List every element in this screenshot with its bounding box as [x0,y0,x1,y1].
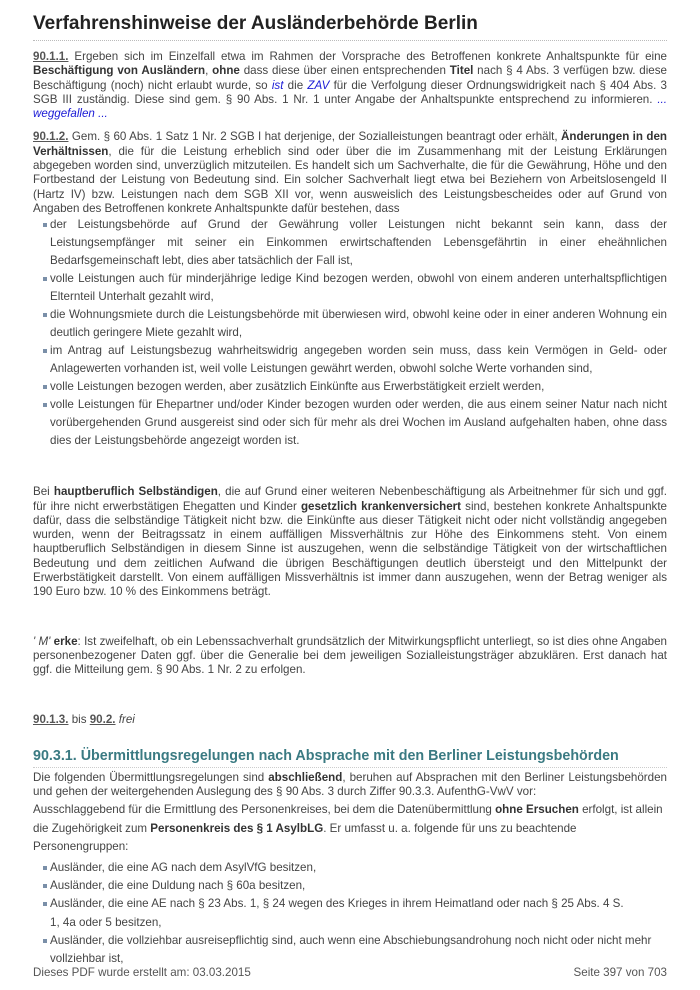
list-item: volle Leistungen für Ehepartner und/oder Kinder bezogen wurden oder werden, die aus einem seiner Natur nach nicht vorübergehenden Grund ausgereist sind oder sich für mehr als drei Wochen im Ausland aufgehalten haben, ohne dass dies der Leistungsbehörde angezeigt worden ist. [45,396,667,450]
paragraph-intro: Die folgenden Übermittlungsregelungen sind abschließend, beruhen auf Absprachen mit den Berliner Leistungsbehörden und gehen der weitergehenden Auslegung des § 90 Abs. 3 durch Ziffer 90.3.3. AufenthG-VwV vor: [33,770,667,799]
list-item: die Wohnungsmiete durch die Leistungsbehörde mit überwiesen wird, obwohl keine oder in einer anderen Wohnung ein deutlich geringere Miete gezahlt wird, [45,306,667,342]
page-title: Verfahrenshinweise der Ausländerbehörde Berlin [33,12,667,41]
document-page [33,12,667,968]
list-item: im Antrag auf Leistungsbezug wahrheitswidrig angegeben worden sein muss, dass kein Vermögen in Geld- oder Anlagewerten vorhanden ist, weil volle Leistungen gewährt werden, obwohl solche Werte vorhanden sind, [45,342,667,378]
list-item: Ausländer, die eine AG nach dem AsylVfG besitzen, [45,859,667,877]
bullet-list-indicators [33,216,667,450]
list-item: Ausländer, die vollziehbar ausreisepflichtig sind, auch wenn eine Abschiebungsandrohung noch nicht oder nicht mehr vollziehbar ist, [45,932,667,968]
list-item: volle Leistungen auch für minderjährige ledige Kind bezogen werden, obwohl von einem anderen unterhaltspflichtigen Elternteil Unterhalt gezahlt wird, [45,270,667,306]
paragraph-90-1-1: 90.1.1. Ergeben sich im Einzelfall etwa im Rahmen der Vorsprache des Betroffenen konkrete Anhaltspunkte für eine Beschäftigung von Ausländern, ohne dass diese über einen entsprechenden Titel nach § 4 Abs. 3 verfügen bzw. diese Beschäftigung (noch) nicht erlaubt wurde, so ist die ZAV für die Verfolgung dieser Ordnungswidrigkeit nach § 404 Abs. 3 SGB III zuständig. Diese sind gem. § 90 Abs. 1 Nr. 1 unter Angabe der Anhaltspunkte entsprechend zu informieren. ... weggefallen ... [33,50,668,121]
paragraph-merke: ' M' erke: Ist zweifelhaft, ob ein Lebenssachverhalt grundsätzlich der Mitwirkungspflicht unterliegt, so ist dies ohne Angaben personenbezogener Daten ggf. über die Generalie bei dem jeweiligen Sozialleistungsträger abzuklären. Erst danach hat ggf. die Mitteilung gem. § 90 Abs. 1 Nr. 2 zu erfolgen. [33,634,667,677]
section-ref[interactable]: 90.1.3. [33,712,69,726]
paragraph-personenkreis: Ausschlaggebend für die Ermittlung des Personenkreises, bei dem die Datenübermittlung ohne Ersuchen erfolgt, ist allein die Zugehörigkeit zum Personenkreis des § 1 AsylbLG. Er umfasst u. a. folgende für uns zu beachtende Personengruppen: [33,803,663,853]
list-item: volle Leistungen bezogen werden, aber zusätzlich Einkünfte aus Erwerbstätigkeit erzielt werden, [45,378,667,396]
section-ref[interactable]: 90.1.2. [33,130,69,144]
paragraph-frei: 90.1.3. bis 90.2. frei [33,712,135,726]
footer-page-number: Seite 397 von 703 [573,966,667,979]
paragraph-selbstaendige: Bei hauptberuflich Selbständigen, die auf Grund einer weiteren Nebenbeschäftigung als Arbeitnehmer für sich und ggf. für ihre nicht erwerbstätigen Ehegatten und Kinder gesetzlich krankenversichert sind, bestehen konkrete Anhaltspunkte dafür, dass die selbständige Tätigkeit nicht bzw. die Einkünfte aus dieser Tätigkeit nicht oder nicht vollständig angegeben wurden, wenn der Beitragssatz in einem auffälligen Missverhältnis zur Höhe des Einkommens steht. Von einem hauptberuflich Selbständigen in diesem Sinne ist auszugehen, wenn die selbständige Tätigkeit von der wirtschaftlichen Bedeutung und dem zeitlichen Aufwand die übrigen Beschäftigungen deutlich übersteigt und den Mittelpunkt der Erwerbstätigkeit darstellt. Von einem auffälligen Missverhältnis ist immer dann auszugehen, wenn der Betrag weniger als 190 Euro bzw. 10 % des Einkommens beträgt. [33,485,668,599]
footer-created-date: Dieses PDF wurde erstellt am: 03.03.2015 [33,966,251,979]
bullet-list-personengruppen [33,859,667,968]
section-ref[interactable]: 90.1.1. [33,50,69,63]
list-item: der Leistungsbehörde auf Grund der Gewährung voller Leistungen nicht bekannt sein kann, dass der Leistungsempfänger mit seiner ein Einkommen erwirtschaftenden Lebensgefährtin in einer eheähnlichen Bedarfsgemeinschaft lebt, dies aber tatsächlich der Fall ist, [45,216,667,270]
link-zav[interactable]: ZAV [307,78,330,92]
page-footer [33,966,667,980]
paragraph-90-1-2: 90.1.2. Gem. § 60 Abs. 1 Satz 1 Nr. 2 SGB I hat derjenige, der Sozialleistungen beantragt oder erhält, Änderungen in den Verhältnissen, die für die Leistung erheblich sind oder über die im Zusammenhang mit der Leistung Erklärungen abgegeben worden sind, unverzüglich mitzuteilen. Es handelt sich um Sachverhalte, die für die Gewährung, Höhe und den Fortbestand der Leistung von Bedeutung sind. Ein solcher Sachverhalt liegt etwa bei Beziehern von Arbeitslosengeld II (Hartz IV) bzw. Leistungen nach dem SGB XII vor, wenn ausweislich des Leistungsbescheides oder auf Grund von Angaben des Betroffenen konkrete Anhaltspunkte dafür bestehen, dass [33,130,668,215]
link-ist[interactable]: ist [271,78,284,92]
link-weggefallen[interactable]: ... weggefallen ... [33,92,667,121]
list-item: Ausländer, die eine AE nach § 23 Abs. 1, § 24 wegen des Krieges in ihrem Heimatland oder nach § 25 Abs. 4 S. 1, 4a oder 5 besitzen, [45,895,667,931]
list-item: Ausländer, die eine Duldung nach § 60a besitzen, [45,877,667,895]
section-heading: 90.3.1. Übermittlungsregelungen nach Absprache mit den Berliner Leistungsbehörden [33,747,667,768]
section-ref[interactable]: 90.2. [89,712,116,726]
